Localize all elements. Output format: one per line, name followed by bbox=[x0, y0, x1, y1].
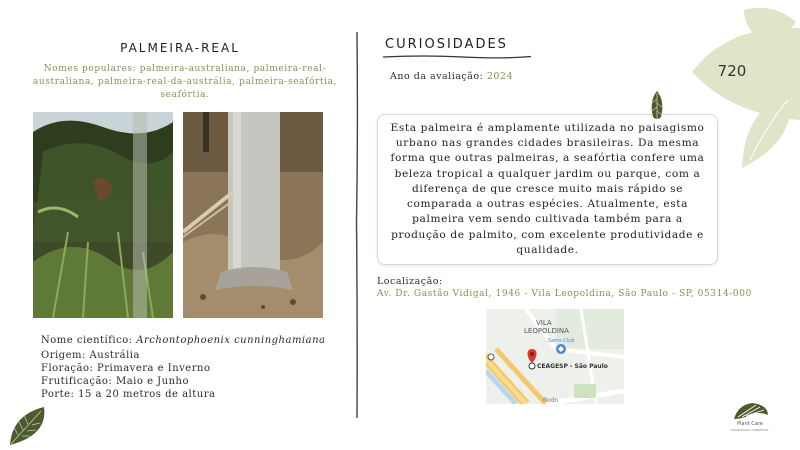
flowering-line: Floração: Primavera e Inverno bbox=[41, 363, 211, 374]
map-district-line1: VILA bbox=[536, 319, 552, 327]
popular-names: Nomes populares: palmeira-australiana, palmeira-real-australiana, palmeira-real-da-austrália, palmeira-seafórtia, seafórtia. bbox=[32, 64, 338, 100]
scientific-name: Archontophoenix cunninghamiana bbox=[136, 335, 326, 346]
decorative-leaves bbox=[672, 0, 800, 176]
map-street-label: Rodo bbox=[543, 397, 559, 404]
title-underline bbox=[383, 54, 531, 60]
species-title: PALMEIRA-REAL bbox=[120, 41, 240, 55]
evaluation-year bbox=[390, 71, 513, 82]
evaluation-year-value: 2024 bbox=[486, 71, 514, 82]
scientific-name-label: Nome científico: bbox=[41, 335, 137, 346]
vertical-divider bbox=[355, 32, 359, 418]
origin-line: Origem: Austrália bbox=[41, 350, 140, 361]
location-map[interactable] bbox=[486, 309, 624, 404]
palm-trunk-photo bbox=[183, 112, 323, 318]
palm-leaf-icon bbox=[8, 405, 48, 447]
map-district-line2: LEOPOLDINA bbox=[524, 327, 569, 335]
curiosities-card bbox=[377, 114, 718, 265]
logo-name: Plant Care bbox=[737, 421, 763, 427]
scientific-name-line bbox=[41, 335, 326, 346]
map-store-label: Sams Club bbox=[548, 338, 575, 344]
fruiting-line: Frutificação: Maio e Junho bbox=[41, 376, 190, 387]
plant-code-number: 720 bbox=[717, 62, 747, 80]
map-marker-label: CEAGESP - São Paulo bbox=[537, 363, 608, 370]
logo-text bbox=[724, 421, 776, 433]
palm-leaf-icon bbox=[649, 91, 665, 123]
location-label: Localização: bbox=[377, 276, 443, 287]
logo-tagline: ENGENHARIA AMBIENTAL bbox=[731, 428, 769, 432]
curiosities-text: Esta palmeira é amplamente utilizada no paisagismo urbano nas grandes cidades brasileiras. Da mesma forma que outras palmeiras, a seafórtia confere uma beleza tropical a qualquer jardim ou parque, com a diferença de que cresce muito mais rápido se comparada a outras espécies. Atualmente, esta palmeira vem sendo cultivada também para a produção de palmito, com excelente produtividade e qualidade. bbox=[390, 122, 705, 256]
evaluation-year-label: Ano da avaliação: bbox=[390, 71, 487, 82]
size-line: Porte: 15 a 20 metros de altura bbox=[41, 389, 216, 400]
palm-canopy-photo bbox=[33, 112, 173, 318]
curiosities-title: CURIOSIDADES bbox=[385, 37, 508, 52]
location-address: Av. Dr. Gastão Vidigal, 1946 - Vila Leopoldina, São Paulo - SP, 05314-000 bbox=[377, 289, 752, 299]
